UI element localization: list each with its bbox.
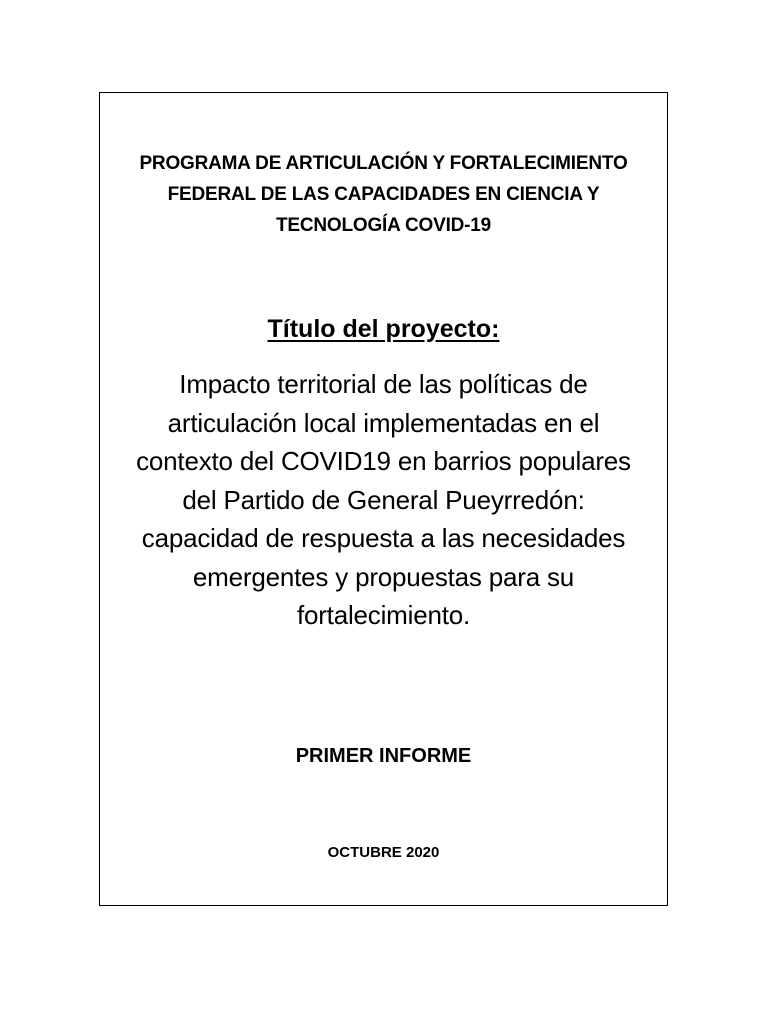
project-title-line: del Partido de General Pueyrredón: [182,484,585,515]
program-title-line: PROGRAMA DE ARTICULACIÓN Y FORTALECIMIENTO [139,153,628,174]
project-title-line: contexto del COVID19 en barrios populares [136,446,631,476]
cover-frame [99,92,668,906]
project-title-line: Impacto territorial de las políticas de [179,369,588,399]
project-title [110,365,657,635]
report-date: OCTUBRE 2020 [327,844,440,861]
project-title-line: fortalecimiento. [296,600,471,630]
project-title-heading: Título del proyecto: [267,315,500,343]
program-title-line: TECNOLOGÍA COVID-19 [275,215,492,236]
project-title-line: capacidad de respuesta a las necesidades [141,523,626,553]
project-title-line: articulación local implementadas en el [167,407,600,438]
program-title-line: FEDERAL DE LAS CAPACIDADES EN CIENCIA Y [167,184,600,205]
report-label: PRIMER INFORME [295,745,472,767]
program-title [100,148,667,241]
project-title-line: emergentes y propuestas para su [192,561,575,592]
